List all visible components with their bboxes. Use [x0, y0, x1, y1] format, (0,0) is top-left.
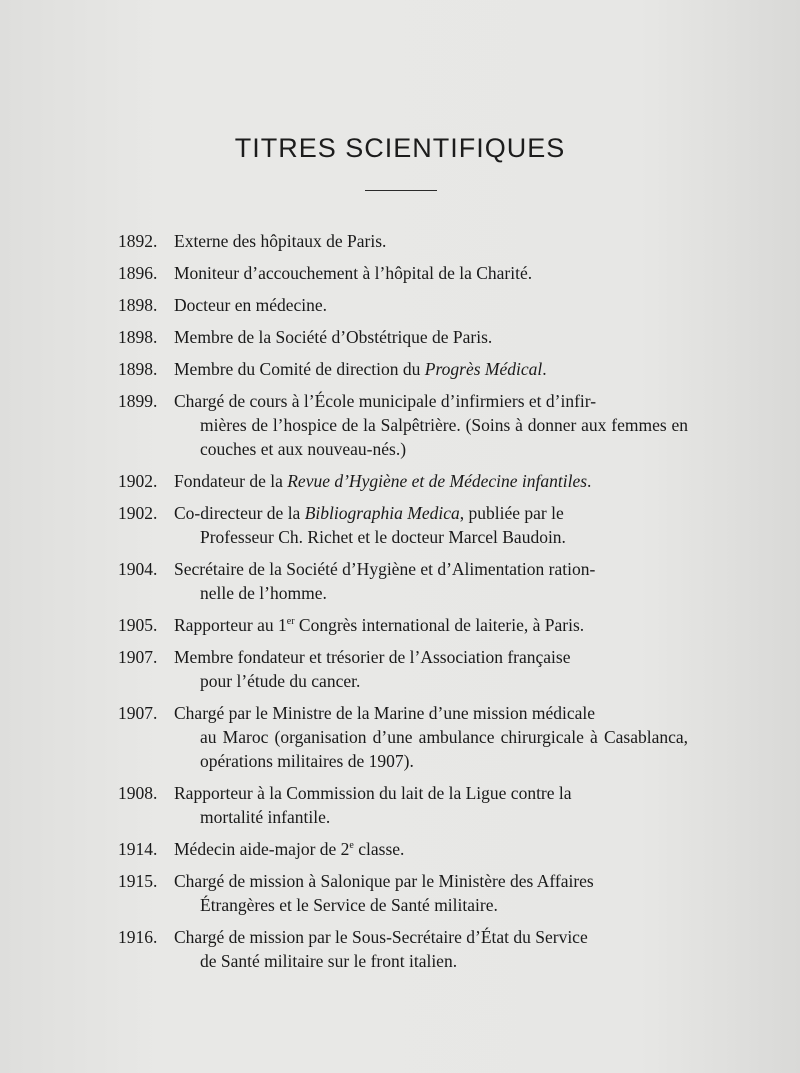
page-title: TITRES SCIENTIFIQUES — [234, 133, 566, 163]
entry-text — [174, 645, 688, 693]
entry-text — [174, 469, 688, 493]
list-item — [118, 925, 688, 973]
entry-text-main: Membre du Comité de direction du — [174, 359, 425, 379]
entry-text — [174, 293, 688, 317]
entry-year: 1904. — [118, 559, 158, 579]
entry-text — [174, 837, 688, 861]
entry-text-main: Chargé de mission par le Sous-Secrétaire d’État du Service — [174, 927, 588, 947]
entry-text-after: . — [542, 359, 547, 379]
entry-year: 1892. — [118, 231, 158, 251]
entry-text — [174, 501, 688, 549]
entry-continuation: nelle de l’homme. — [200, 583, 327, 603]
entry-text-main: Co-directeur de la — [174, 503, 305, 523]
entry-text-main: Secrétaire de la Société d’Hygiène et d’Alimentation ration- — [174, 559, 596, 579]
entry-text-after: . — [587, 471, 592, 491]
title-rule — [365, 190, 437, 191]
list-item — [118, 229, 688, 253]
list-item — [118, 645, 688, 693]
entry-continuation: mortalité infantile. — [200, 807, 331, 827]
list-item — [118, 261, 688, 285]
entry-year: 1902. — [118, 503, 158, 523]
entry-year: 1905. — [118, 615, 158, 635]
entry-year: 1898. — [118, 327, 158, 347]
entry-text-main: Fondateur de la — [174, 471, 288, 491]
entry-text — [174, 925, 688, 973]
entry-year: 1915. — [118, 871, 158, 891]
entry-text-main: Rapporteur au 1 — [174, 615, 287, 635]
entry-text-main: Externe des hôpitaux de Paris. — [174, 231, 387, 251]
entry-continuation: pour l’étude du cancer. — [200, 671, 361, 691]
entry-year: 1899. — [118, 391, 158, 411]
entry-italic-title: Bibliographia Medica — [304, 503, 460, 523]
entry-superscript: e — [349, 840, 354, 852]
entries-list — [118, 229, 688, 981]
entry-text-main: Chargé de mission à Salonique par le Ministère des Affaires — [174, 871, 594, 891]
entry-text-main: Médecin aide-major de 2 — [174, 839, 350, 859]
entry-year: 1907. — [118, 703, 158, 723]
entry-text — [174, 229, 688, 253]
entry-continuation: Étrangères et le Service de Santé militaire. — [200, 895, 498, 915]
entry-continuation: mières de l’hospice de la Salpêtrière. (Soins à donner aux femmes en couches et aux nouveau-nés.) — [200, 415, 688, 459]
entry-year: 1916. — [118, 927, 158, 947]
entry-year: 1898. — [118, 295, 158, 315]
entry-text — [174, 325, 688, 349]
list-item — [118, 293, 688, 317]
entry-text-main: Docteur en médecine. — [174, 295, 328, 315]
list-item — [118, 701, 688, 773]
entry-year: 1898. — [118, 359, 158, 379]
entry-year: 1907. — [118, 647, 158, 667]
entry-continuation: au Maroc (organisation d’une ambulance chirurgicale à Casablanca, opérations militaires de 1907). — [200, 727, 688, 771]
entry-year: 1902. — [118, 471, 158, 491]
entry-text-main: Membre fondateur et trésorier de l’Association française — [174, 647, 571, 667]
entry-text-main: Moniteur d’accouchement à l’hôpital de la Charité. — [174, 263, 533, 283]
entry-superscript: er — [286, 616, 295, 628]
list-item — [118, 501, 688, 549]
entry-continuation: Professeur Ch. Richet et le docteur Marcel Baudoin. — [200, 527, 566, 547]
entry-text-main: Chargé par le Ministre de la Marine d’une mission médicale — [174, 703, 596, 723]
entry-text — [174, 701, 688, 773]
entry-text — [174, 781, 688, 829]
entry-year: 1908. — [118, 783, 158, 803]
list-item — [118, 557, 688, 605]
entry-year: 1914. — [118, 839, 158, 859]
entry-text-after: , publiée par le — [459, 503, 564, 523]
entry-text-after: Congrès international de laiterie, à Paris. — [294, 615, 585, 635]
entry-text-main: Membre de la Société d’Obstétrique de Paris. — [174, 327, 493, 347]
entry-text — [174, 869, 688, 917]
entry-year: 1896. — [118, 263, 158, 283]
entry-text-main: Rapporteur à la Commission du lait de la Ligue contre la — [174, 783, 572, 803]
list-item — [118, 325, 688, 349]
entry-text — [174, 357, 688, 381]
list-item — [118, 389, 688, 461]
entry-text-after: classe. — [353, 839, 405, 859]
entry-text — [174, 557, 688, 605]
entry-continuation: de Santé militaire sur le front italien. — [200, 951, 458, 971]
list-item — [118, 613, 688, 637]
entry-text — [174, 613, 688, 637]
entry-text — [174, 261, 688, 285]
list-item — [118, 781, 688, 829]
list-item — [118, 469, 688, 493]
list-item — [118, 869, 688, 917]
entry-italic-title: Revue d’Hygiène et de Médecine infantiles — [287, 471, 588, 491]
entry-text — [174, 389, 688, 461]
entry-text-main: Chargé de cours à l’École municipale d’infirmiers et d’infir- — [174, 391, 597, 411]
entry-italic-title: Progrès Médical — [424, 359, 543, 379]
list-item — [118, 837, 688, 861]
list-item — [118, 357, 688, 381]
